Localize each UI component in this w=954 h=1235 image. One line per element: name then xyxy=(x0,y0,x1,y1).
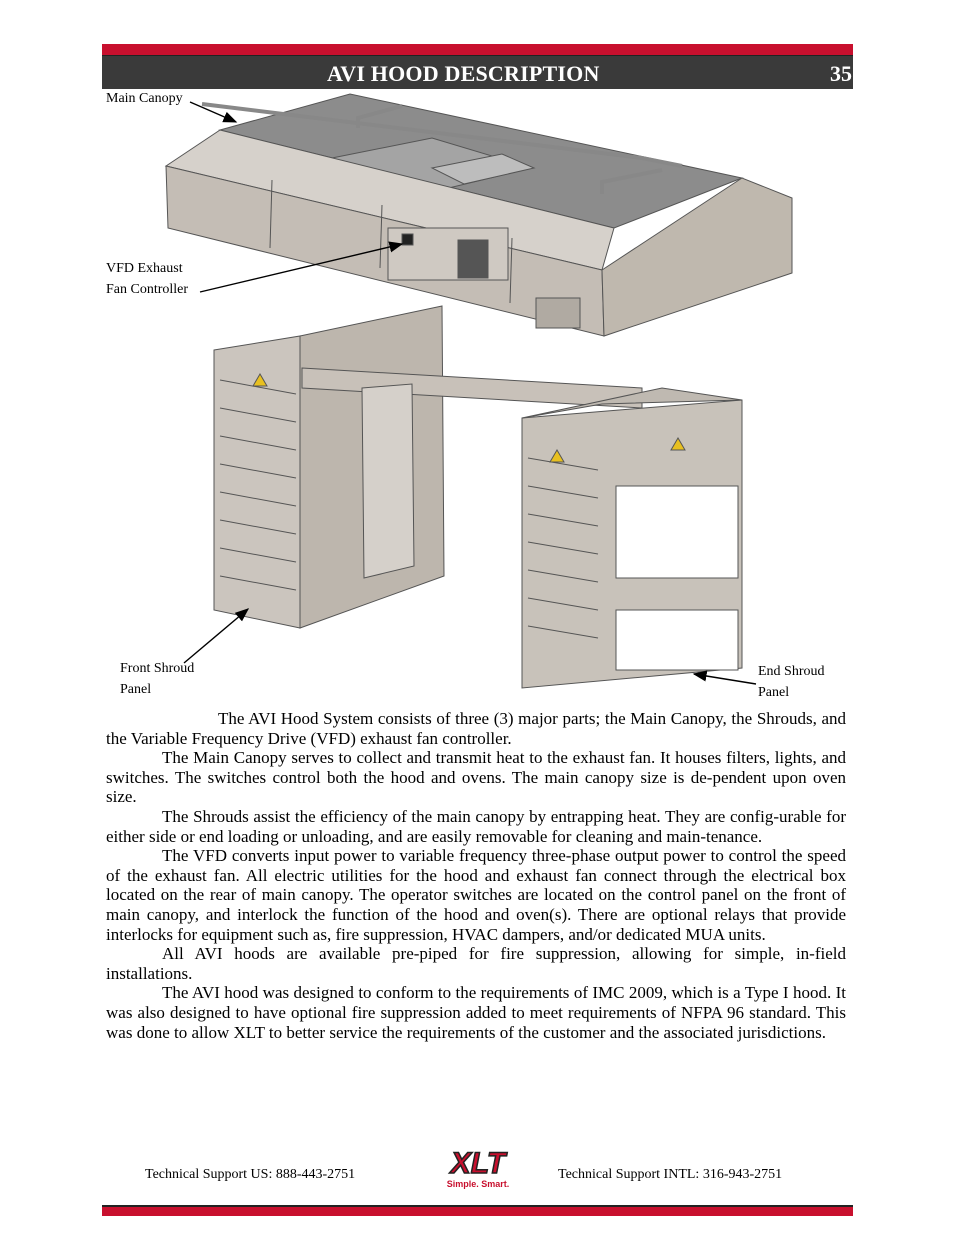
callout-vfd: VFD Exhaust Fan Controller xyxy=(106,261,189,297)
paragraph: The AVI hood was designed to conform to the requirements of IMC 2009, which is a Type I hood. It was also designed to have optional fire suppression added to meet requirements of NFPA 96 standard. This was done to allow XLT to better service the requirements of the customer and the associated jurisdictions. xyxy=(106,983,846,1042)
hood-illustration xyxy=(102,88,853,705)
page-number: 35 xyxy=(830,61,852,86)
svg-text:XLT: XLT xyxy=(450,1147,506,1180)
callout-main-canopy: Main Canopy xyxy=(106,91,183,106)
xlt-logo xyxy=(428,1143,528,1191)
tech-support-us: Technical Support US: 888-443-2751 xyxy=(145,1167,356,1182)
callout-front-shroud: Front Shroud Panel xyxy=(120,661,195,697)
tech-support-intl: Technical Support INTL: 316-943-2751 xyxy=(558,1167,783,1182)
end-shroud-drawing xyxy=(522,388,742,688)
paragraph: The Shrouds assist the efficiency of the main canopy by entrapping heat. They are config-urable for either side or end loading or unloading, and are easily removable for cleaning and main-tenance. xyxy=(106,806,846,846)
paragraph: All AVI hoods are available pre-piped for fire suppression, allowing for simple, in-field installations. xyxy=(106,944,846,983)
main-canopy-drawing xyxy=(166,94,792,336)
svg-text:Simple. Smart.: Simple. Smart. xyxy=(446,1179,510,1189)
arrow-front-shroud xyxy=(184,609,248,663)
arrow-end-shroud xyxy=(694,674,756,684)
paragraph: The Main Canopy serves to collect and transmit heat to the exhaust fan. It houses filters, lights, and switches. The switches control both the hood and ovens. The main canopy size is de-pendent upon oven size. xyxy=(106,748,846,807)
paragraph: The AVI Hood System consists of three (3) major parts; the Main Canopy, the Shrouds, and the Variable Frequency Drive (VFD) exhaust fan controller. xyxy=(106,709,846,748)
footer-rule xyxy=(102,1205,853,1216)
paragraph: The VFD converts input power to variable frequency three-phase output power to control the speed of the exhaust fan. All electric utilities for the hood and exhaust fan connect through the electrical box located on the rear of main canopy. The operator switches are located on the control panel on the front of main canopy, and interlock the function of the hood and oven(s). There are optional relays that provide interlocks for equipment such as, fire suppression, HVAC dampers, and/or dedicated MUA units. xyxy=(106,846,846,944)
callout-end-shroud: End Shroud Panel xyxy=(758,664,825,700)
body-text xyxy=(106,709,846,1042)
page-title: AVI HOOD DESCRIPTION xyxy=(327,61,600,86)
